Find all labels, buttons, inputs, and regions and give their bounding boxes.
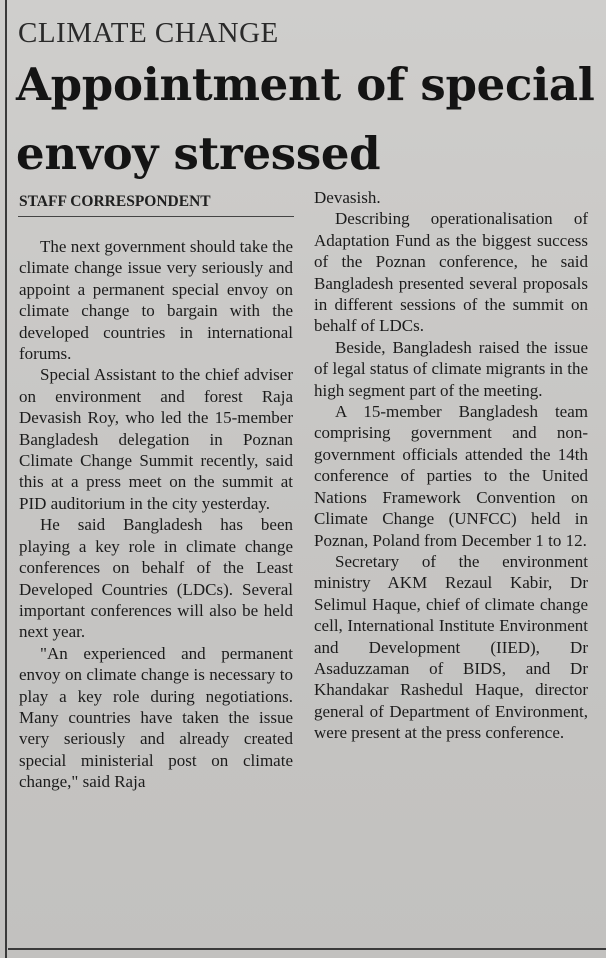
paragraph: Describing operationalisation of Adaptation Fund as the biggest success of the Poznan conference, he said Bangladesh presented several proposals in different sessions of the summit on behalf of LDCs. xyxy=(314,209,588,336)
article-column-left xyxy=(19,236,293,793)
paragraph: "An experienced and permanent envoy on climate change is necessary to play a key role during negotiations. Many countries have taken the issue very seriously and already created special ministerial post on climate change," said Raja xyxy=(19,643,293,792)
paragraph: Beside, Bangladesh raised the issue of legal status of climate migrants in the high segment part of the meeting. xyxy=(314,337,588,400)
paragraph: A 15-member Bangladesh team comprising government and non-government officials attended the 14th conference of parties to the United Nations Framework Convention on Climate Change (UNFCC) held in Poznan, Poland from December 1 to 12. xyxy=(314,402,588,550)
paragraph: Special Assistant to the chief adviser on environment and forest Raja Devasish Roy, who led the 15-member Bangladesh delegation in Poznan Climate Change Summit recently, said this at a press meet on the summit at PID auditorium in the city yesterday. xyxy=(19,365,293,513)
column-rule-left xyxy=(5,0,7,958)
byline: STAFF CORRESPONDENT xyxy=(19,193,211,210)
article-column-right xyxy=(314,187,588,744)
paragraph: He said Bangladesh has been playing a key role in climate change conferences on behalf of the Least Developed Countries (LDCs). Several important conferences will also be held next year. xyxy=(19,515,293,642)
paragraph: Secretary of the environment ministry AKM Rezaul Kabir, Dr Selimul Haque, chief of climate change cell, International Institute Environment and Development (IIED), Dr Asaduzzaman of BIDS, and Dr Khandakar Rashedul Haque, director general of Department of Environment, were present at the press conference. xyxy=(314,551,588,743)
article-headline: Appointment of special envoy stressed xyxy=(16,58,595,180)
bottom-rule xyxy=(8,948,606,950)
byline-rule xyxy=(18,216,294,217)
section-kicker: CLIMATE CHANGE xyxy=(18,17,279,49)
paragraph: The next government should take the climate change issue very seriously and appoint a permanent special envoy on climate change to bargain with the developed countries in international forums. xyxy=(19,237,293,364)
paragraph: Devasish. xyxy=(314,188,381,207)
